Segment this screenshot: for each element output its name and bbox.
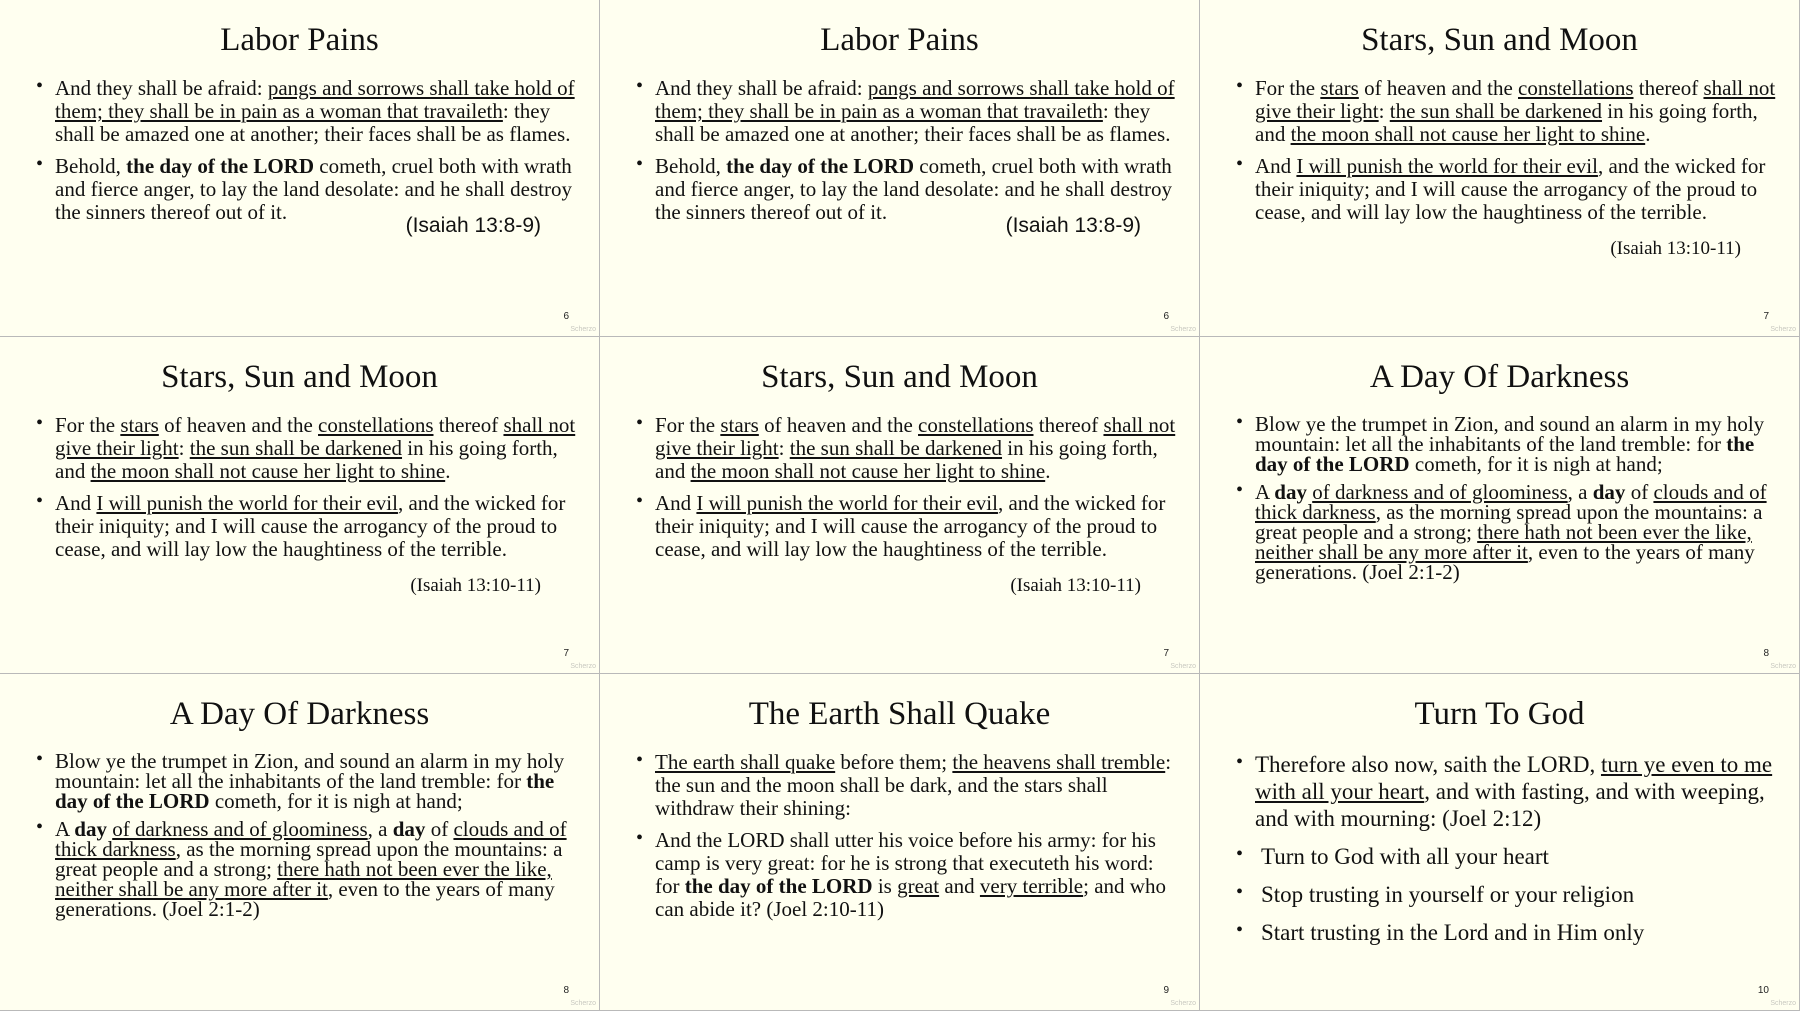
text-run: And they shall be afraid:: [655, 76, 868, 100]
bullet-item: [1255, 843, 1777, 870]
watermark: Scherzo: [1770, 663, 1796, 670]
text-run: is: [872, 874, 898, 898]
text-run: cometh, cruel both with wrath and fierce anger, to lay the land desolate: and he shall destroy the sinners thereof out of it.: [55, 154, 572, 224]
text-run: , and the wicked for their iniquity; and I will cause the arrogancy of the proud to cease, and will lay low the haughtiness of the terrible.: [1255, 154, 1766, 224]
text-run: before them;: [835, 750, 953, 774]
text-run: cometh, for it is nigh at hand;: [1409, 452, 1663, 476]
slide-thumbnail[interactable]: [0, 0, 600, 337]
slide-thumbnail[interactable]: [0, 674, 600, 1011]
bullet-item: [55, 77, 577, 146]
underlined-text: the sun shall be darkened: [1389, 99, 1603, 123]
scripture-reference: (Isaiah 13:8-9): [1005, 214, 1141, 237]
slide-number: 6: [563, 311, 569, 322]
text-run: Therefore also now, saith the LORD,: [1255, 752, 1601, 777]
underlined-text: the sun shall be darkened: [189, 436, 403, 460]
slide-number: 10: [1757, 985, 1769, 996]
bullet-item: [1255, 155, 1777, 224]
text-run: Behold,: [655, 154, 727, 178]
underlined-text: I will punish the world for their evil: [1296, 154, 1598, 178]
underlined-text: pangs and sorrows shall take hold of them; they shall be in pain as a woman that travaileth: [655, 76, 1175, 123]
slide-number: 9: [1163, 985, 1169, 996]
text-run: Stop trusting in yourself or your religion: [1261, 882, 1635, 907]
bullet-list: [600, 77, 1199, 224]
slide-title: A Day Of Darkness: [1369, 359, 1630, 395]
underlined-text: shall not give their light: [1255, 76, 1776, 123]
text-run: And the LORD shall utter his voice before his army: for his camp is very great: for he is strong that executeth his word: for: [655, 828, 1156, 898]
text-run: thereof: [1633, 76, 1704, 100]
underlined-text: stars: [120, 413, 159, 437]
underlined-text: of darkness and of gloominess: [1312, 480, 1568, 504]
slide-number: 7: [563, 648, 569, 659]
slide-number: 8: [1763, 648, 1769, 659]
underlined-text: very terrible: [979, 874, 1084, 898]
slide-thumbnail[interactable]: [1200, 0, 1800, 337]
underlined-text: there hath not been ever the like, neither shall be any more after it: [55, 857, 552, 901]
text-run: : the sun and the moon shall be dark, and the stars shall withdraw their shining:: [655, 750, 1172, 820]
text-run: A: [1255, 480, 1275, 504]
scripture-reference: (Isaiah 13:10-11): [410, 575, 541, 596]
scripture-reference: (Isaiah 13:8-9): [405, 214, 541, 237]
text-run: , as the morning spread upon the mountains: a great people and a strong;: [1255, 500, 1763, 544]
text-run: For the: [1255, 76, 1321, 100]
text-run: , even to the years of many generations. (Joel 2:1-2): [55, 877, 555, 921]
slide-title: Turn To God: [1414, 696, 1585, 732]
underlined-text: I will punish the world for their evil: [696, 491, 998, 515]
bullet-list: [0, 77, 599, 224]
text-run: , a: [367, 817, 393, 841]
text-run: ; and who can abide it? (Joel 2:10-11): [655, 874, 1166, 921]
slide-title: Stars, Sun and Moon: [761, 359, 1038, 395]
text-run: :: [778, 436, 790, 460]
watermark: Scherzo: [1770, 326, 1796, 333]
text-run: .: [445, 459, 451, 483]
underlined-text: clouds and of thick darkness: [55, 817, 567, 861]
slide-title: Stars, Sun and Moon: [161, 359, 438, 395]
slide-number: 8: [563, 985, 569, 996]
watermark: Scherzo: [1170, 663, 1196, 670]
bullet-list: [1200, 414, 1799, 582]
underlined-text: stars: [720, 413, 759, 437]
underlined-text: constellations: [318, 413, 434, 437]
text-run: : they shall be amazed one at another; their faces shall be as flames.: [655, 99, 1171, 146]
underlined-text: the moon shall not cause her light to shine: [1290, 122, 1646, 146]
bullet-list: [0, 751, 599, 919]
underlined-text: of darkness and of gloominess: [112, 817, 368, 841]
bullet-item: [655, 829, 1177, 921]
text-run: thereof: [433, 413, 504, 437]
underlined-text: the moon shall not cause her light to shine: [90, 459, 446, 483]
text-run: For the: [55, 413, 121, 437]
underlined-text: there hath not been ever the like, neither shall be any more after it: [1255, 520, 1752, 564]
text-run: And: [1255, 154, 1297, 178]
text-run: Start trusting in the Lord and in Him only: [1261, 920, 1645, 945]
bullet-item: [55, 751, 577, 811]
text-run: .: [1645, 122, 1651, 146]
bold-text: the day of the LORD: [684, 874, 873, 898]
text-run: .: [1045, 459, 1051, 483]
underlined-text: great: [897, 874, 940, 898]
slide-thumbnail[interactable]: [1200, 337, 1800, 674]
text-run: and: [939, 874, 980, 898]
text-run: in his going forth, and: [55, 436, 558, 483]
text-run: , and the wicked for their iniquity; and I will cause the arrogancy of the proud to cease, and will lay low the haughtiness of the terrible.: [655, 491, 1166, 561]
bold-text: day: [1274, 480, 1307, 504]
text-run: : they shall be amazed one at another; their faces shall be as flames.: [55, 99, 571, 146]
text-run: Turn to God with all your heart: [1261, 844, 1549, 869]
text-run: Blow ye the trumpet in Zion, and sound an alarm in my holy mountain: let all the inhabitants of the land tremble: for: [55, 749, 565, 793]
slide-thumbnail[interactable]: [0, 337, 600, 674]
watermark: Scherzo: [1770, 1000, 1796, 1007]
bullet-list: [1200, 77, 1799, 224]
underlined-text: shall not give their light: [655, 413, 1176, 460]
underlined-text: pangs and sorrows shall take hold of them; they shall be in pain as a woman that travaileth: [55, 76, 575, 123]
underlined-text: turn ye even to me with all your heart: [1255, 752, 1773, 804]
bold-text: the day of the LORD: [55, 769, 555, 813]
underlined-text: constellations: [1518, 76, 1634, 100]
bullet-item: [55, 819, 577, 919]
text-run: And: [55, 491, 97, 515]
underlined-text: the heavens shall tremble: [952, 750, 1166, 774]
bullet-item: [1255, 881, 1777, 908]
underlined-text: stars: [1320, 76, 1359, 100]
slide-thumbnail[interactable]: [600, 0, 1200, 337]
text-run: Behold,: [55, 154, 127, 178]
text-run: :: [1378, 99, 1390, 123]
text-run: , and with fasting, and with weeping, and with mourning: (Joel 2:12): [1255, 779, 1765, 831]
slide-thumbnail[interactable]: [600, 674, 1200, 1011]
bullet-list: [1200, 751, 1799, 946]
bullet-item: [1255, 77, 1777, 146]
bold-text: day: [392, 817, 426, 841]
slide-title: The Earth Shall Quake: [748, 696, 1051, 732]
underlined-text: I will punish the world for their evil: [96, 491, 398, 515]
watermark: Scherzo: [570, 663, 596, 670]
watermark: Scherzo: [570, 1000, 596, 1007]
text-run: of heaven and the: [758, 413, 919, 437]
slide-thumbnail[interactable]: [1200, 674, 1800, 1011]
text-run: of: [1625, 480, 1654, 504]
slide-title: Labor Pains: [820, 22, 979, 58]
bold-text: day: [74, 817, 107, 841]
slide-thumbnail[interactable]: [600, 337, 1200, 674]
text-run: in his going forth, and: [1255, 99, 1758, 146]
bullet-item: [655, 414, 1177, 483]
bullet-item: [655, 492, 1177, 561]
text-run: of heaven and the: [158, 413, 319, 437]
text-run: Blow ye the trumpet in Zion, and sound an alarm in my holy mountain: let all the inhabitants of the land tremble: for: [1255, 412, 1765, 456]
text-run: , as the morning spread upon the mountains: a great people and a strong;: [55, 837, 563, 881]
bold-text: the day of the LORD: [1255, 432, 1755, 476]
text-run: cometh, cruel both with wrath and fierce anger, to lay the land desolate: and he shall destroy the sinners thereof out of it.: [655, 154, 1172, 224]
slide-number: 7: [1763, 311, 1769, 322]
text-run: of: [425, 817, 454, 841]
text-run: , even to the years of many generations. (Joel 2:1-2): [1255, 540, 1755, 584]
bullet-item: [655, 751, 1177, 820]
watermark: Scherzo: [1170, 1000, 1196, 1007]
bold-text: the day of the LORD: [126, 154, 315, 178]
bold-text: day: [1592, 480, 1626, 504]
watermark: Scherzo: [570, 326, 596, 333]
underlined-text: The earth shall quake: [655, 750, 836, 774]
underlined-text: clouds and of thick darkness: [1255, 480, 1767, 524]
slide-number: 7: [1163, 648, 1169, 659]
underlined-text: constellations: [918, 413, 1034, 437]
text-run: in his going forth, and: [655, 436, 1158, 483]
bullet-item: [1255, 919, 1777, 946]
slide-title: A Day Of Darkness: [169, 696, 430, 732]
text-run: And: [655, 491, 697, 515]
slide-number: 6: [1163, 311, 1169, 322]
underlined-text: shall not give their light: [55, 413, 576, 460]
text-run: thereof: [1033, 413, 1104, 437]
text-run: , and the wicked for their iniquity; and I will cause the arrogancy of the proud to cease, and will lay low the haughtiness of the terrible.: [55, 491, 566, 561]
watermark: Scherzo: [1170, 326, 1196, 333]
text-run: cometh, for it is nigh at hand;: [209, 789, 463, 813]
text-run: For the: [655, 413, 721, 437]
slide-title: Stars, Sun and Moon: [1361, 22, 1638, 58]
bullet-list: [600, 414, 1199, 561]
bullet-item: [655, 77, 1177, 146]
bullet-item: [1255, 482, 1777, 582]
bullet-item: [55, 492, 577, 561]
text-run: , a: [1567, 480, 1593, 504]
text-run: And they shall be afraid:: [55, 76, 268, 100]
bullet-list: [0, 414, 599, 561]
scripture-reference: (Isaiah 13:10-11): [1610, 238, 1741, 259]
underlined-text: the moon shall not cause her light to shine: [690, 459, 1046, 483]
underlined-text: the sun shall be darkened: [789, 436, 1003, 460]
bullet-item: [1255, 414, 1777, 474]
bold-text: the day of the LORD: [726, 154, 915, 178]
slide-title: Labor Pains: [220, 22, 379, 58]
bullet-item: [1255, 751, 1777, 832]
scripture-reference: (Isaiah 13:10-11): [1010, 575, 1141, 596]
text-run: :: [178, 436, 190, 460]
text-run: of heaven and the: [1358, 76, 1519, 100]
bullet-item: [55, 414, 577, 483]
text-run: A: [55, 817, 75, 841]
bullet-list: [600, 751, 1199, 921]
